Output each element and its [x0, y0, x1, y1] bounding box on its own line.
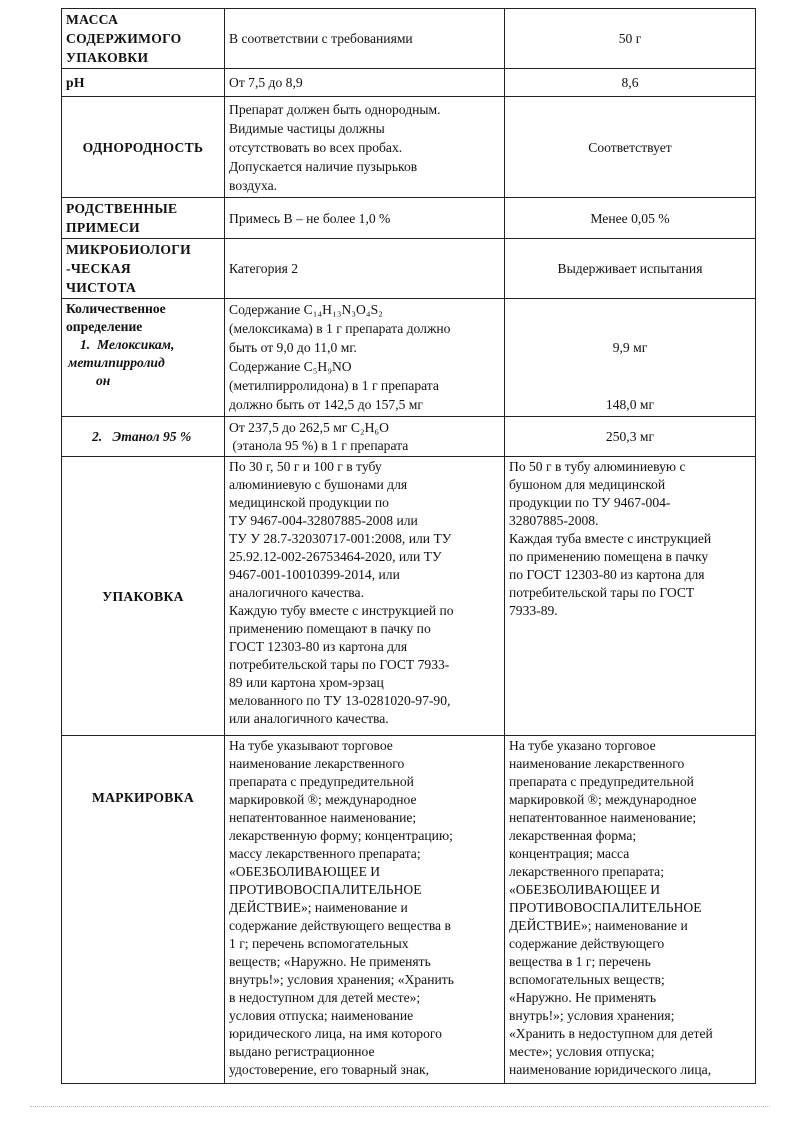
text-line: концентрация; масса: [509, 846, 630, 861]
text-line: продукции по ТУ 9467-004-: [509, 495, 671, 510]
text-line: вещества в 1 г; перечень: [509, 954, 651, 969]
row-assay-requirement: [225, 299, 505, 417]
text-line: наименование юридического лица,: [509, 1062, 712, 1077]
text-line: 32807885-2008.: [509, 513, 599, 528]
text-line: 148,0 мг: [605, 397, 655, 412]
row-mass-result: 50 г: [505, 9, 756, 69]
text-line: Видимые частицы должны: [229, 120, 385, 136]
text-line: «Наружно. Не применять: [509, 990, 657, 1005]
text-line: По 30 г, 50 г и 100 г в тубу: [229, 459, 382, 474]
text-line: метилпирролид: [68, 355, 165, 370]
text-line: УПАКОВКИ: [66, 50, 149, 65]
text-line: На тубе указано торговое: [509, 738, 656, 753]
text-line: определение: [66, 319, 143, 334]
text-line: По 50 г в тубу алюминиевую с: [509, 459, 686, 474]
row-micro-requirement: Категория 2: [225, 239, 505, 299]
text-line: веществ; «Наружно. Не применять: [229, 954, 431, 969]
text-line: по применению помещена в пачку: [509, 549, 709, 564]
row-assay: [62, 299, 756, 417]
text-line: ПРОТИВОВОСПАЛИТЕЛЬНОЕ: [509, 900, 702, 915]
text-line: (мелоксикама) в 1 г препарата должно: [229, 321, 451, 336]
row-packaging-name: УПАКОВКА: [62, 457, 225, 736]
text-line: в недоступном для детей месте»;: [229, 990, 421, 1005]
text-line: «ОБЕЗБОЛИВАЮЩЕЕ И: [229, 864, 381, 879]
row-ph-name: pH: [62, 69, 225, 97]
text-line: МАССА: [66, 12, 119, 27]
text-line: На тубе указывают торговое: [229, 738, 393, 753]
text-line: (метилпирролидона) в 1 г препарата: [229, 378, 439, 393]
text-line: Мелоксикам,: [97, 337, 175, 352]
text-line: отсутствовать во всех пробах.: [229, 139, 403, 155]
text-line: должно быть от 142,5 до 157,5 мг: [229, 397, 423, 412]
row-ethanol-name: [62, 417, 225, 457]
text-line: месте»; условия отпуска;: [509, 1044, 655, 1059]
text-line: наименование лекарственного: [229, 756, 405, 771]
row-ph-result: 8,6: [505, 69, 756, 97]
text-line: РОДСТВЕННЫЕ: [66, 201, 178, 216]
text-line: медицинской продукции по: [229, 495, 389, 510]
row-impurities-requirement: Примесь В – не более 1,0 %: [225, 198, 505, 239]
text-line: непатентованное наименование;: [509, 810, 697, 825]
row-micro-result: Выдерживает испытания: [505, 239, 756, 299]
text-line: выдано регистрационное: [229, 1044, 375, 1059]
row-micro-name: [62, 239, 225, 299]
text-line: Этанол 95 %: [112, 429, 192, 444]
text-line: 7933-89.: [509, 603, 558, 618]
text-line: «Хранить в недоступном для детей: [509, 1026, 713, 1041]
text-line: препарата с предупредительной: [229, 774, 414, 789]
text-line: применению помещают в пачку по: [229, 621, 431, 636]
row-ethanol-result: 250,3 мг: [505, 417, 756, 457]
text-line: 9467-001-10010399-2014, или: [229, 567, 400, 582]
text-line: массу лекарственного препарата;: [229, 846, 421, 861]
text-line: бушоном для медицинской: [509, 477, 666, 492]
text-line: юридического лица, на имя которого: [229, 1026, 442, 1041]
text-line: СОДЕРЖИМОГО: [66, 31, 182, 46]
row-packaging-requirement: [225, 457, 505, 736]
text-line: аналогичного качества.: [229, 585, 364, 600]
text-line: ГОСТ 12303-80 из картона для: [229, 639, 408, 654]
row-labeling-requirement: [225, 736, 505, 1084]
scan-artifact-line: [30, 1106, 770, 1111]
text-line: ТУ 9467-004-32807885-2008 или: [229, 513, 418, 528]
row-mass: [62, 9, 756, 69]
text-line: потребительской тары по ГОСТ: [509, 585, 695, 600]
row-assay-result: [505, 299, 756, 417]
text-line: лекарственная форма;: [509, 828, 637, 843]
row-ph: [62, 69, 756, 97]
row-packaging-result: [505, 457, 756, 736]
text-line: (этанола 95 %) в 1 г препарата: [229, 437, 409, 453]
text-line: 9,9 мг: [612, 340, 648, 355]
row-impurities: [62, 198, 756, 239]
text-line: «ОБЕЗБОЛИВАЮЩЕЕ И: [509, 882, 661, 897]
text-line: ПРИМЕСИ: [66, 220, 140, 235]
text-line: вспомогательных веществ;: [509, 972, 665, 987]
text-line: лекарственного препарата;: [509, 864, 664, 879]
row-labeling-result: [505, 736, 756, 1084]
text-line: воздуха.: [229, 177, 278, 193]
row-labeling-name: МАРКИРОВКА: [62, 736, 225, 1084]
text-line: мелованного по ТУ 13-0281020-97-90,: [229, 693, 451, 708]
text-line: или аналогичного качества.: [229, 711, 389, 726]
text-line: он: [96, 373, 111, 388]
list-number: 2.: [92, 429, 103, 444]
row-packaging: [62, 457, 756, 736]
text-line: маркировкой ®; международное: [229, 792, 417, 807]
text-line: содержание действующего вещества в: [229, 918, 451, 933]
row-ethanol-requirement: [225, 417, 505, 457]
row-mass-requirement: В соответствии с требованиями: [225, 9, 505, 69]
text-line: ЧИСТОТА: [66, 280, 137, 295]
text-line: -ЧЕСКАЯ: [66, 261, 131, 276]
text-line: препарата с предупредительной: [509, 774, 694, 789]
text-line: ТУ У 28.7-32030717-001:2008, или ТУ: [229, 531, 452, 546]
assay-sub1: [66, 336, 220, 354]
text-line: по ГОСТ 12303-80 из картона для: [509, 567, 705, 582]
row-impurities-result: Менее 0,05 %: [505, 198, 756, 239]
text-line: лекарственную форму; концентрацию;: [229, 828, 453, 843]
row-ph-requirement: От 7,5 до 8,9: [225, 69, 505, 97]
row-uniformity-requirement: [225, 97, 505, 198]
text-line: Количественное: [66, 301, 166, 316]
text-line: маркировкой ®; международное: [509, 792, 697, 807]
text-line: удостоверение, его товарный знак,: [229, 1062, 430, 1077]
text-line: внутрь!»; условия хранения;: [509, 1008, 675, 1023]
text-line: условия отпуска; наименование: [229, 1008, 414, 1023]
text-line: непатентованное наименование;: [229, 810, 417, 825]
text-line: 89 или картона хром-эрзац: [229, 675, 384, 690]
specification-table: [61, 8, 756, 1084]
text-line: ДЕЙСТВИЕ»; наименование и: [229, 900, 408, 915]
text-line: Каждую тубу вместе с инструкцией по: [229, 603, 454, 618]
row-uniformity-name: ОДНОРОДНОСТЬ: [62, 97, 225, 198]
text-line: наименование лекарственного: [509, 756, 685, 771]
text-line: потребительской тары по ГОСТ 7933-: [229, 657, 450, 672]
text-line: быть от 9,0 до 11,0 мг.: [229, 340, 357, 355]
row-ethanol: [62, 417, 756, 457]
row-impurities-name: [62, 198, 225, 239]
text-line: содержание действующего: [509, 936, 665, 951]
text-line: МИКРОБИОЛОГИ: [66, 242, 192, 257]
text-line: алюминиевую с бушонами для: [229, 477, 408, 492]
text-line: Каждая туба вместе с инструкцией: [509, 531, 712, 546]
text-line: 1 г; перечень вспомогательных: [229, 936, 409, 951]
row-mass-name: [62, 9, 225, 69]
text-line: ДЕЙСТВИЕ»; наименование и: [509, 918, 688, 933]
row-labeling: [62, 736, 756, 1084]
text-line: От 237,5 до 262,5 мг C₂H₆O: [229, 419, 389, 435]
text-line: внутрь!»; условия хранения; «Хранить: [229, 972, 454, 987]
text-line: Содержание C₅H₉NO: [229, 359, 352, 374]
text-line: Допускается наличие пузырьков: [229, 158, 418, 174]
row-micro: [62, 239, 756, 299]
text-line: ПРОТИВОВОСПАЛИТЕЛЬНОЕ: [229, 882, 422, 897]
text-line: 25.92.12-002-26753464-2020, или ТУ: [229, 549, 442, 564]
list-number: 1.: [80, 337, 91, 352]
row-uniformity: [62, 97, 756, 198]
row-assay-name: [62, 299, 225, 417]
row-uniformity-result: Соответствует: [505, 97, 756, 198]
text-line: Содержание C₁₄H₁₃N₃O₄S₂: [229, 302, 383, 317]
text-line: Препарат должен быть однородным.: [229, 101, 441, 117]
